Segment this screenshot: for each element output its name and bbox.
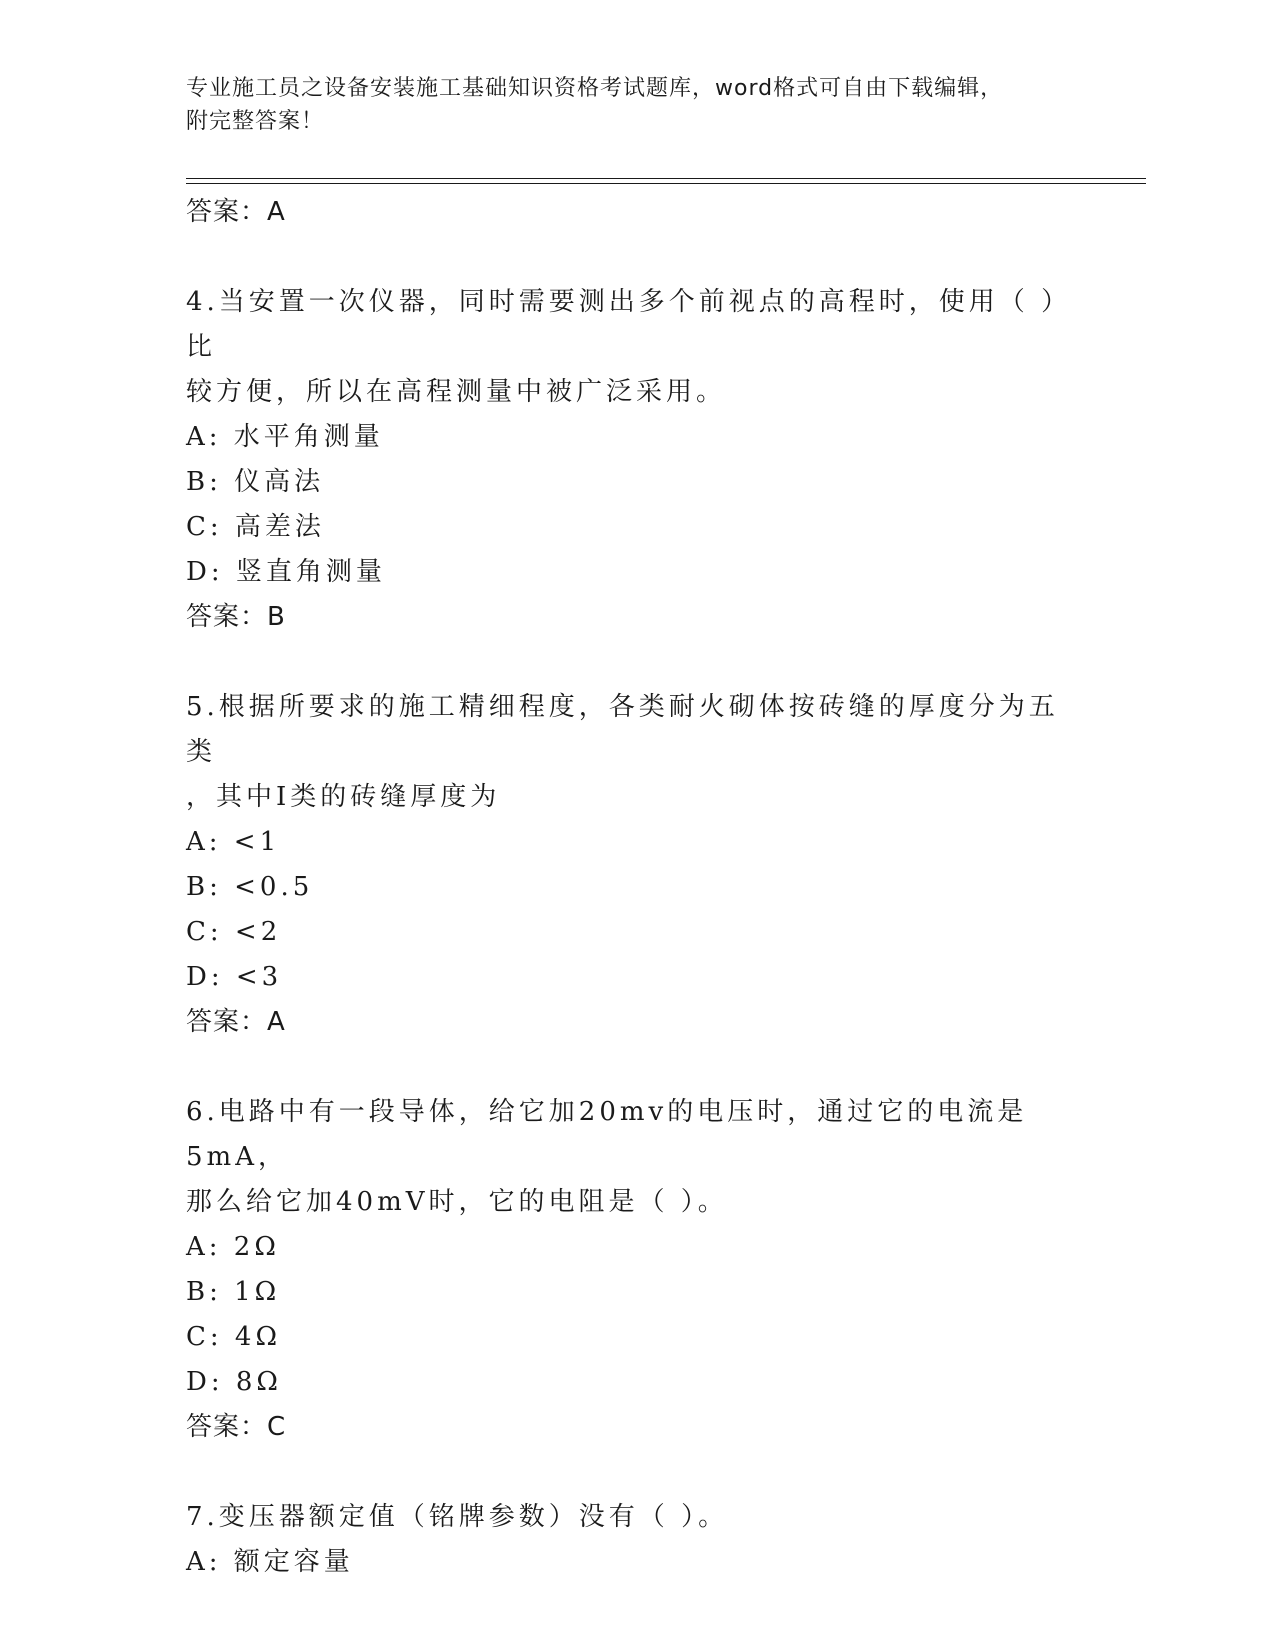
question-text [186, 1495, 1086, 1540]
answer: 答案：A [186, 1007, 286, 1037]
option-a: A: <1 [186, 827, 281, 857]
header-rule-top [186, 178, 1146, 179]
question-text-line: 6.电路中有一段导体，给它加20mv的电压时，通过它的电流是5mA， [186, 1097, 1028, 1172]
question-text [186, 280, 1086, 415]
option-b: B: 1Ω [186, 1277, 281, 1307]
option-a: A: 额定容量 [186, 1547, 354, 1577]
option-d: D: <3 [186, 962, 283, 992]
question-text [186, 1090, 1086, 1225]
answer-q3: 答案：A [186, 197, 286, 227]
question-6 [186, 1090, 1146, 1450]
answer: 答案：C [186, 1412, 287, 1442]
question-list [186, 190, 1146, 1585]
question-text-line: 7.变压器额定值（铭牌参数）没有（ ）。 [186, 1502, 729, 1532]
option-b: B: <0.5 [186, 872, 314, 902]
question-text-line: ，其中Ⅰ类的砖缝厚度为 [186, 782, 501, 812]
option-c: C: 4Ω [186, 1322, 282, 1352]
option-c: C: 高差法 [186, 512, 325, 542]
document-header [186, 72, 1086, 138]
option-d: D: 竖直角测量 [186, 557, 386, 587]
option-d: D: 8Ω [186, 1367, 282, 1397]
question-5 [186, 685, 1146, 1045]
question-text-line: 较方便，所以在高程测量中被广泛采用。 [186, 377, 727, 407]
option-c: C: <2 [186, 917, 282, 947]
header-line-1: 专业施工员之设备安装施工基础知识资格考试题库，word格式可自由下载编辑， [186, 76, 1004, 101]
option-b: B: 仪高法 [186, 467, 325, 497]
answer: 答案：B [186, 602, 286, 632]
header-line-2: 附完整答案！ [186, 109, 325, 134]
question-text-line: 4.当安置一次仪器，同时需要测出多个前视点的高程时，使用（ ）比 [186, 287, 1072, 362]
question-7 [186, 1495, 1146, 1585]
question-4 [186, 280, 1146, 640]
option-a: A: 2Ω [186, 1232, 280, 1262]
header-rule-bottom [186, 183, 1146, 184]
question-text [186, 685, 1086, 820]
question-text-line: 5.根据所要求的施工精细程度，各类耐火砌体按砖缝的厚度分为五类 [186, 692, 1059, 767]
option-a: A: 水平角测量 [186, 422, 384, 452]
question-text-line: 那么给它加40mV时，它的电阻是（ ）。 [186, 1187, 728, 1217]
